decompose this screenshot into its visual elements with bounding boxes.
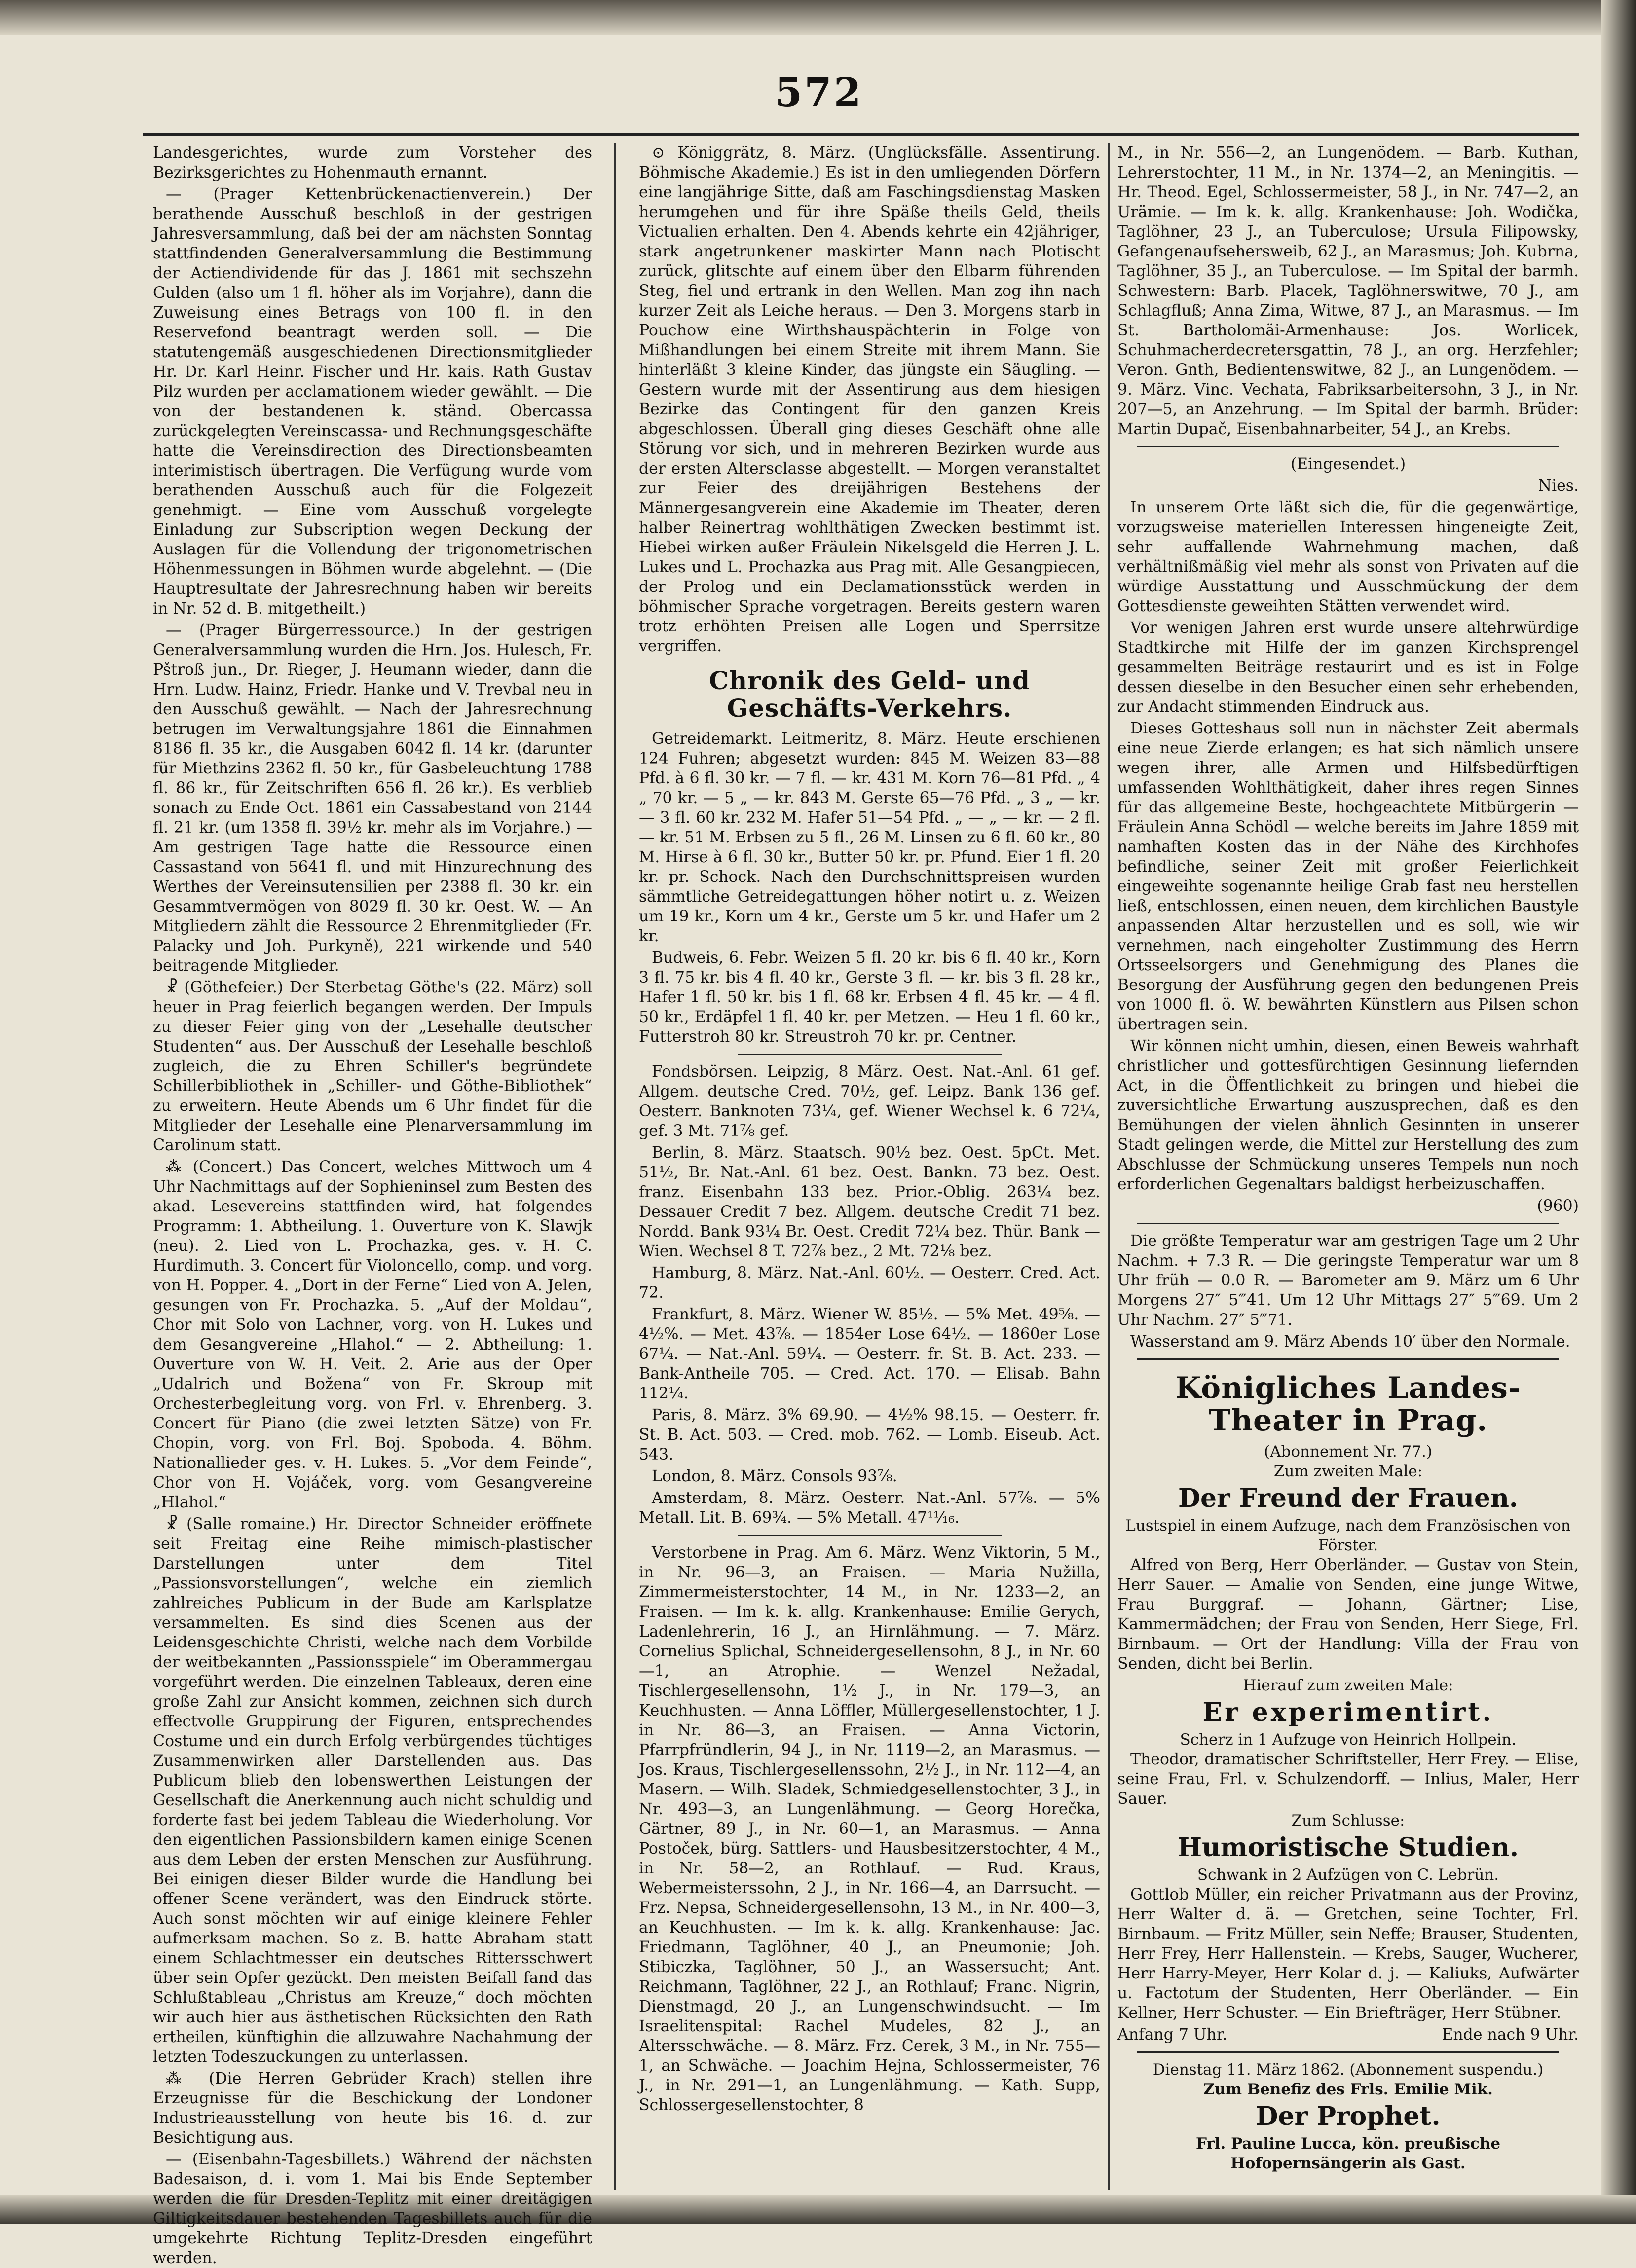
column-3 <box>1117 143 1579 2205</box>
abonnement-number: (Abonnement Nr. 77.) <box>1264 1443 1432 1461</box>
scan-border-right <box>1601 0 1636 2224</box>
article-eisenbahn: — (Eisenbahn-Tagesbillets.) Während der nächsten Badesaison, d. i. vom 1. Mai bis Ende September werden die für Dresden-Teplitz mit einer dreitägigen Giltigkeitsdauer bestehenden Tagesbillets auch für die umgekehrte Richtung Teplitz-Dresden eingeführt werden. <box>153 2151 592 2267</box>
letter-paragraph-1: In unserem Orte läßt sich die, für die gegenwärtige, vorzugsweise materiellen Interessen hingeneigte Zeit, sehr auffallende Wahrnehmung machen, daß verhältnißmäßig viel mehr als sonst von Privaten auf die würdige Ausstattung und Ausschmückung der dem Gottesdienste geweihten Stätten verwendet wird. <box>1117 499 1579 615</box>
divider <box>738 1535 1002 1536</box>
bourse-leipzig: Fondsbörsen. Leipzig, 8 März. Oest. Nat.-Anl. 61 gef. Allgem. deutsche Cred. 70½, gef. Leipz. Bank 136 gef. Oesterr. Banknoten 73¼, gef. Wiener Wechsel k. 6 72¼, gef. 3 Mt. 71⅞ gef. <box>639 1063 1100 1140</box>
article-koeniggraetz: ⊙ Königgrätz, 8. März. (Unglücksfälle. Assentirung. Böhmische Akademie.) Es ist in den umliegenden Dörfern eine langjährige Sitte, daß am Faschingsdienstag Masken herumgehen und für ihre Späße theils Geld, theils Victualien erhalten. Den 4. Abends kehrte ein 42jähriger, stark angetrunkener maskirter Mann nach Plotischt zurück, glitschte auf einem über den Elbarm führenden Steg, fiel und ertrank in den Wellen. Man zog ihn nach kurzer Zeit als Leiche heraus. — Den 3. Morgens starb in Pouchow eine Wirthshauspächterin in Folge von Mißhandlungen bei einem Streite mit ihrem Mann. Sie hinterläßt 3 kleine Kinder, das jüngste ein Säugling. — Gestern wurde mit der Assentirung aus dem hiesigen Bezirke das Contingent für den ganzen Kreis abgeschlossen. Überall ging dieses Geschäft ohne alle Störung vor sich, und in mehreren Bezirken wurde aus der ersten Altersclasse abgestellt. — Morgen veranstaltet zur Feier des dreijährigen Bestehens der Männergesangverein eine Akademie im Theater, deren halber Reinertrag wohlthätigen Zwecken bestimmt ist. Hiebei wirken außer Fräulein Nikelsgeld die Herren J. L. Lukes und L. Prochazka aus Prag mit. Alle Gesangpiecen, der Prolog und ein Declamationsstück werden in böhmischer Sprache vorgetragen. Bereits gestern waren trotz erhöhten Preisen alle Logen und Sperrsitze vergriffen. <box>639 144 1100 655</box>
bourse-frankfurt: Frankfurt, 8. März. Wiener W. 85½. — 5% Met. 49⅝. — 4½%. — Met. 43⅞. — 1854er Lose 64½. — 1860er Lose 67¼. — Nat.-Anl. 59¼. — Oesterr. fr. St. B. Act. 233. — Bank-Antheile 705. — Cred. Act. 170. — Elisab. Bahn 112¼. <box>639 1306 1100 1402</box>
next-performance-date: Dienstag 11. März 1862. (Abonnement suspendu.) <box>1153 2061 1544 2079</box>
article-salle-romaine: ☧ (Salle romaine.) Hr. Director Schneider eröffnete seit Freitag eine Reihe mimisch-plastischer Darstellungen unter dem Titel „Passionsvorstellungen“, welche ein ziemlich zahlreiches Publicum in der Bude am Karlsplatze versammelten. Es sind dies Scenen aus der Leidensgeschichte Christi, welche nach dem Vorbilde der weitbekannten „Passionsspiele“ im Oberammergau vorgeführt werden. Die einzelnen Tableaux, deren eine große Zahl zur Ansicht kommen, zeichnen sich durch effectvolle Gruppirung der Figuren, entsprechendes Costume und ein durch Erfolg verbürgendes tüchtiges Zusammenwirken aller Darstellenden aus. Das Publicum blieb den lobenswerthen Leistungen der Gesellschaft die Anerkennung auch nicht schuldig und forderte fast bei jedem Tableau die Wiederholung. Vor den eigentlichen Passionsbildern kamen einige Scenen aus dem Leben der ersten Menschen zur Ausführung. Bei einigen dieser Bilder wurde die Handlung bei offener Scene verändert, was den Eindruck störte. Auch sonst möchten wir auf einige kleinere Fehler aufmerksam machen. So z. B. hatte Abraham statt einem Schlachtmesser ein deutsches Rittersschwert über sein Opfer gezückt. Den meisten Beifall fand das Schlußtableau „Christus am Kreuze,“ doch möchten wir auch hier aus ästhetischen Rücksichten den Rath ertheilen, künftighin die allzuwahre Nachahmung der letzten Todeszuckungen zu unterlassen. <box>153 1515 592 2066</box>
article-concert: ⁂ (Concert.) Das Concert, welches Mittwoch um 4 Uhr Nachmittags auf der Sophieninsel zum Besten des akad. Lesevereins stattfinden wird, hat folgendes Programm: 1. Abtheilung. 1. Ouverture von K. Slawjk (neu). 2. Lied von L. Prochazka, ges. v. H. C. Hurdimuth. 3. Concert für Violoncello, comp. und vorg. von H. Popper. 4. „Dort in der Ferne“ Lied von A. Jelen, gesungen von Fr. Prochazka. 5. „Auf der Moldau“, Chor mit Solo von Lachner, vorg. von H. Lukes und dem Gesangvereine „Hlahol.“ — 2. Abtheilung: 1. Ouverture von W. H. Veit. 2. Arie aus der Oper „Udalrich und Božena“ von Fr. Skroup mit Orchesterbegleitung vorg. von Frl. v. Ehrenberg. 3. Concert für Piano (die zwei letzten Sätze) von Fr. Chopin, vorg. von Frl. Boj. Spoboda. 4. Böhm. Nationallieder ges. v. H. Lukes. 5. „Vor dem Feinde“, Chor von H. Vojáček, vorg. vom Gesangvereine „Hlahol.“ <box>153 1158 592 1511</box>
deaths-prague: Verstorbene in Prag. Am 6. März. Wenz Viktorin, 5 M., in Nr. 96—3, an Fraisen. — Maria Nužilla, Zimmermeisterstochter, 14 M., in Nr. 1233—2, an Fraisen. — Im k. k. allg. Krankenhause: Emilie Gerych, Ladenlehrerin, 16 J., an Hirnlähmung. — 7. März. Cornelius Splichal, Schneidergesellensohn, 8 J., in Nr. 60—1, an Atrophie. — Wenzel Nežadal, Tischlergesellensohn, 1½ J., in Nr. 179—3, an Keuchhusten. — Anna Löffler, Müllergesellenstochter, 1 J. in Nr. 86—3, an Fraisen. — Anna Victorin, Pfarrpfründlerin, 94 J., in Nr. 1119—2, an Marasmus. — Jos. Kraus, Tischlergesellenssohn, 2½ J., in Nr. 112—4, an Masern. — Wilh. Sladek, Schmiedgesellenstochter, 3 J., in Nr. 493—3, an Lungenlähmung. — Georg Horečka, Gärtner, 89 J., in Nr. 60—1, an Marasmus. — Anna Postoček, bürg. Sattlers- und Hausbesitzerstochter, 4 M., in Nr. 58—2, an Rothlauf. — Rud. Kraus, Webermeisterssohn, 2 J., in Nr. 166—4, an Darrsucht. — Frz. Nepsa, Schneidergesellensohn, 13 M., in Nr. 400—3, an Keuchhusten. — Im k. k. allg. Krankenhause: Jac. Friedmann, Taglöhner, 40 J., an Pneumonie; Joh. Stibiczka, Taglöhner, 50 J., an Wassersucht; Ant. Reichmann, Taglöhner, 22 J., an Rothlauf; Franc. Nigrin, Dienstmagd, 20 J., an Lungenschwindsucht. — Im Israelitenspital: Rachel Mudeles, 82 J., an Altersschwäche. — 8. März. Frz. Cerek, 3 M., in Nr. 755—1, an Schwäche. — Joachim Hejna, Schlossermeister, 76 J., in Nr. 291—1, an Lungenlähmung. — Kath. Supp, Schlossergesellenstochter, 8 <box>639 1544 1100 2114</box>
play-1-cast: Alfred von Berg, Herr Oberländer. — Gustav von Stein, Herr Sauer. — Amalie von Senden, eine junge Witwe, Frau Burggraf. — Johann, Gärtner; Lise, Kammermädchen; der Frau von Senden, Herr Siege, Frl. Birnbaum. — Ort der Handlung: Villa der Frau von Senden, dicht bei Berlin. <box>1117 1556 1579 1673</box>
letter-number: (960) <box>1537 1197 1579 1215</box>
letter-paragraph-3: Dieses Gotteshaus soll nun in nächster Zeit abermals eine neue Zierde erlangen; es hat sich nämlich unsere wegen ihrer, alle Armen und Hilfsbedürftigen umfassenden Wohlthätigkeit, daher ihres regen Sinnes für das allgemeine Beste, hochgeachtete Mitbürgerin — Fräulein Anna Schödl — welche bereits im Jahre 1859 mit namhaften Kosten das in der Nähe des Kirchhofes befindliche, seiner Zeit mit großer Feierlichkeit eingeweihte sogenannte heilige Grab fast neu herstellen ließ, entschlossen, einen neuen, dem kirchlichen Baustyle anpassenden Altar herzustellen und es soll, wie wir vernehmen, nach eingeholter Zustimmung des Herrn Ortsseelsorgers und Genehmigung des Planes die Besorgung der Ausführung gegen den bedungenen Preis von 1000 fl. ö. W. bewährten Künstlern aus Pilsen schon übertragen sein. <box>1117 720 1579 1033</box>
eingesendet-label: (Eingesendet.) <box>1290 455 1406 473</box>
header-rule <box>143 133 1579 136</box>
article-goethefeier: ☧ (Göthefeier.) Der Sterbetag Göthe's (22. März) soll heuer in Prag feierlich begangen werden. Der Impuls zu dieser Feier ging von der „Lesehalle deutscher Studenten“ aus. Der Ausschuß der Lesehalle beschloß zugleich, die zu Ehren Schiller's begründete Schillerbibliothek in „Schiller- und Göthe-Bibliothek“ zu erweitern. Heute Abends um 6 Uhr findet für die Mitglieder der Lesehalle eine Plenarversammlung im Carolinum statt. <box>153 979 592 1154</box>
article-kettenbruecke: — (Prager Kettenbrückenactienverein.) Der berathende Ausschuß beschloß in der gestrigen Jahresversammlung, daß bei der am nächsten Sonntag stattfindenden Generalversammlung die Bestimmung der Actiendividende für das J. 1861 mit sechszehn Gulden (also um 1 fl. höher als im Vorjahre), dann die Zuweisung eines Betrags von 100 fl. in den Reservefond beantragt werden soll. — Die statutengemäß ausgeschiedenen Directionsmitglieder Hr. Dr. Karl Heinr. Fischer und Hr. kais. Rath Gustav Pilz wurden per acclamationem wieder gewählt. — Die von der bestandenen k. ständ. Obercassa zurückgelegten Vereinscassa- und Rechnungsgeschäfte hatte die Vereinsdirection des Directionsbeamten interimistisch übertragen. Die Verfügung wurde vom berathenden Ausschuß auch für die Folgezeit genehmigt. — Eine vom Ausschuß vorgelegte Einladung zur Subscription wegen Deckung der Auslagen für die Vollendung der trigonometrischen Höhenmessungen in Böhmen wurde abgelehnt. — (Die Hauptresultate der Jahresrechnung haben wir bereits in Nr. 52 d. B. mitgetheilt.) <box>153 185 592 618</box>
hierauf: Hierauf zum zweiten Male: <box>1243 1677 1453 1694</box>
play-3-title: Humoristische Studien. <box>1177 1832 1519 1863</box>
bourse-hamburg: Hamburg, 8. März. Nat.-Anl. 60½. — Oesterr. Cred. Act. 72. <box>639 1264 1100 1302</box>
zum-zweiten-male: Zum zweiten Male: <box>1273 1463 1423 1480</box>
divider <box>1137 1358 1559 1360</box>
article-gebrueder-krach: ⁂ (Die Herren Gebrüder Krach) stellen ihre Erzeugnisse für die Beschickung der Londoner Industrieausstellung von heute bis 16. d. zur Besichtigung aus. <box>153 2070 592 2147</box>
column-divider-1 <box>614 143 616 2190</box>
end-time: Ende nach 9 Uhr. <box>1442 2026 1579 2044</box>
bourse-berlin: Berlin, 8. März. Staatsch. 90½ bez. Oest. 5pCt. Met. 51½, Br. Nat.-Anl. 61 bez. Oest. Bankn. 73 bez. Oest. franz. Eisenbahn 133 bez. Prior.-Oblig. 263¼ bez. Dessauer Credit 7 bez. Allgem. deutsche Credit 71 bez. Nordd. Bank 93¼ Br. Oest. Credit 72¼ bez. Thür. Bank — Wien. Wechsel 8 T. 72⅞ bez., 2 Mt. 72⅛ bez. <box>639 1144 1100 1260</box>
play-2-title: Er experimentirt. <box>1202 1697 1494 1727</box>
bourse-paris: Paris, 8. März. 3% 69.90. — 4½% 98.15. — Oesterr. fr. St. B. Act. 503. — Cred. mob. 762. — Lomb. Eiseub. Act. 543. <box>639 1406 1100 1463</box>
start-time: Anfang 7 Uhr. <box>1117 2026 1227 2044</box>
dateline-nies: Nies. <box>1538 477 1579 495</box>
theatre-heading: Königliches Landes-Theater in Prag. <box>1175 1371 1521 1438</box>
letter-paragraph-4: Wir können nicht umhin, diesen, einen Beweis wahrhaft christlicher und gottesfürchtigen Gesinnung liefernden Act, in die Öffentlichkeit zu bringen und hiebei die zuversichtliche Erwartung auszusprechen, daß es den Bemühungen der vielen ähnlich Gesinnten in unserer Stadt gelingen werde, die Mittel zur Herstellung des zum Abschlusse der Schmückung unseres Tempels nun noch erforderlichen Gegenaltars baldigst herbeizuschaffen. <box>1117 1037 1579 1193</box>
play-1-title: Der Freund der Frauen. <box>1178 1483 1519 1513</box>
column-2 <box>639 143 1100 2205</box>
deaths-prague-continued: M., in Nr. 556—2, an Lungenödem. — Barb. Kuthan, Lehrerstochter, 11 M., in Nr. 1374—2, an Meningitis. — Hr. Theod. Egel, Schlossermeister, 58 J., in Nr. 747—2, an Urämie. — Im k. k. allg. Krankenhause: Joh. Wodička, Taglöhner, 23 J., an Tuberculose; Ursula Filipowsky, Gefangenaufsehersweib, 62 J., an Marasmus; Joh. Kubrna, Taglöhner, 35 J., an Tuberculose. — Im Spital der barmh. Schwestern: Barb. Placek, Taglöhnerswitwe, 70 J., am Schlagfluß; Anna Zima, Witwe, 87 J., an Marasmus. — Im St. Bartholomäi-Armenhause: Jos. Worlicek, Schuhmacherdecretersgattin, 78 J., an org. Herzfehler; Veron. Gnth, Bedientenswitwe, 82 J., an Lungenödem. — 9. März. Vinc. Vechata, Fabriksarbeitersohn, 3 J., in Nr. 207—5, an Anzehrung. — Im Spital der barmh. Brüder: Martin Dupač, Eisenbahnarbeiter, 54 J., an Krebs. <box>1117 144 1579 438</box>
play-2-subtitle: Scherz in 1 Aufzuge von Heinrich Hollpein. <box>1180 1731 1517 1749</box>
divider <box>1137 2051 1559 2053</box>
divider <box>1137 1223 1559 1224</box>
next-play-title: Der Prophet. <box>1256 2101 1441 2131</box>
page-number: 572 <box>775 69 863 115</box>
article-buergerressource: — (Prager Bürgerressource.) In der gestrigen Generalversammlung wurden die Hrn. Jos. Hulesch, Fr. Pštroß jun., Dr. Rieger, J. Heumann wieder, dann die Hrn. Ludw. Hainz, Friedr. Hanke und V. Trevbal neu in den Ausschuß gewählt. — Nach der Jahresrechnung betrugen im Verwaltungsjahre 1861 die Einnahmen 8186 fl. 35 kr., die Ausgaben 6042 fl. 14 kr. (darunter für Miethzins 2362 fl. 50 kr., für Gasbeleuchtung 1788 fl. 86 kr., für Zeitschriften 656 fl. 26 kr.). Es verblieb sonach zu Ende Oct. 1861 ein Cassabestand von 2144 fl. 21 kr. (um 1358 fl. 39½ kr. mehr als im Vorjahre.) — Am gestrigen Tage hatte die Ressource einen Cassastand von 5641 fl. und mit Hinzurechnung des Werthes der Vereinsutensilien per 2388 fl. 30 kr. ein Gesammtvermögen von 8029 fl. 30 kr. Oest. W. — An Mitgliedern zählt die Ressource 2 Ehrenmitglieder (Fr. Palacky und Joh. Purkyně), 221 wirkende und 540 beitragende Mitglieder. <box>153 622 592 975</box>
water-level: Wasserstand am 9. März Abends 10′ über den Normale. <box>1130 1333 1570 1351</box>
weather-report: Die größte Temperatur war am gestrigen Tage um 2 Uhr Nachm. + 7.3 R. — Die geringste Temperatur war um 8 Uhr früh — 0.0 R. — Barometer am 9. März um 6 Uhr Morgens 27″ 5‴41. Um 12 Uhr Mittags 27″ 5‴69. Um 2 Uhr Nachm. 27″ 5‴71. <box>1117 1232 1579 1329</box>
article-appointment: Landesgerichtes, wurde zum Vorsteher des Bezirksgerichtes zu Hohenmauth ernannt. <box>153 144 592 182</box>
divider <box>1137 446 1559 447</box>
bourse-london: London, 8. März. Consols 93⅞. <box>652 1467 897 1485</box>
benefiz-line: Zum Benefiz des Frls. Emilie Mik. <box>1203 2081 1493 2098</box>
letter-paragraph-2: Vor wenigen Jahren erst wurde unsere altehrwürdige Stadtkirche mit Hilfe der im ganzen Kirchsprengel gesammelten Beiträge restaurirt und es ist in Folge dessen dieselbe in den Besucher einen sehr erhebenden, zur Andacht stimmenden Eindruck aus. <box>1117 619 1579 716</box>
performance-times <box>1117 2025 1579 2045</box>
scan-border-top <box>0 0 1636 35</box>
play-3-subtitle: Schwank in 2 Aufzügen von C. Lebrün. <box>1197 1866 1499 1884</box>
play-2-cast: Theodor, dramatischer Schriftsteller, Herr Frey. — Elise, seine Frau, Frl. v. Schulzendorff. — Inlius, Maler, Herr Sauer. <box>1117 1751 1579 1808</box>
divider <box>738 1054 1002 1055</box>
zum-schlusse: Zum Schlusse: <box>1291 1812 1405 1829</box>
market-budweis: Budweis, 6. Febr. Weizen 5 fl. 20 kr. bis 6 fl. 40 kr., Korn 3 fl. 75 kr. bis 4 fl. 40 kr., Gerste 3 fl. — kr. bis 3 fl. 28 kr., Hafer 1 fl. 50 kr. bis 1 fl. 68 kr. Erbsen 4 fl. 45 kr. — 4 fl. 50 kr., Erdäpfel 1 fl. 40 kr. per Metzen. — Heu 1 fl. 60 kr., Futterstroh 80 kr. Streustroh 70 kr. pr. Centner. <box>639 949 1100 1046</box>
play-3-cast: Gottlob Müller, ein reicher Privatmann aus der Provinz, Herr Walter d. ä. — Gretchen, seine Tochter, Frl. Birnbaum. — Fritz Müller, sein Neffe; Brauser, Studenten, Herr Frey, Herr Hallenstein. — Krebs, Sauger, Wucherer, Herr Harry-Meyer, Herr Kolar d. j. — Kaliuks, Aufwärter u. Factotum der Studenten, Herr Oberländer. — Ein Kellner, Herr Schuster. — Ein Briefträger, Herr Stübner. <box>1117 1886 1579 2022</box>
bourse-amsterdam: Amsterdam, 8. März. Oesterr. Nat.-Anl. 57⅞. — 5% Metall. Lit. B. 69¾. — 5% Metall. 47¹¹⁄₁₆. <box>639 1489 1100 1527</box>
column-divider-2 <box>1108 143 1110 2190</box>
market-leitmeritz: Getreidemarkt. Leitmeritz, 8. März. Heute erschienen 124 Fuhren; abgesetzt wurden: 845 M. Weizen 83—88 Pfd. à 6 fl. 30 kr. — 7 fl. — kr. 431 M. Korn 76—81 Pfd. „ 4 „ 70 kr. — 5 „ — kr. 843 M. Gerste 65—76 Pfd. „ 3 „ — kr. — 3 fl. 60 kr. 232 M. Hafer 51—54 Pfd. „ — „ — kr. — 2 fl. — kr. 51 M. Erbsen zu 5 fl., 26 M. Linsen zu 6 fl. 60 kr., 80 M. Hirse à 6 fl. 30 kr., Butter 50 kr. pr. Pfund. Eier 1 fl. 20 kr. pr. Schock. Nach den Durchschnittspreisen wurden sämmtliche Getreidegattungen höher notirt u. z. Weizen um 19 kr., Korn um 4 kr., Gerste um 5 kr. und Hafer um 2 kr. <box>639 730 1100 945</box>
column-1 <box>153 143 592 2267</box>
section-heading-chronik: Chronik des Geld- und Geschäfts-Verkehrs. <box>709 666 1030 723</box>
play-1-subtitle: Lustspiel in einem Aufzuge, nach dem Französischen von Förster. <box>1125 1517 1571 1554</box>
guest-singer: Frl. Pauline Lucca, kön. preußische Hofopernsängerin als Gast. <box>1195 2135 1501 2172</box>
